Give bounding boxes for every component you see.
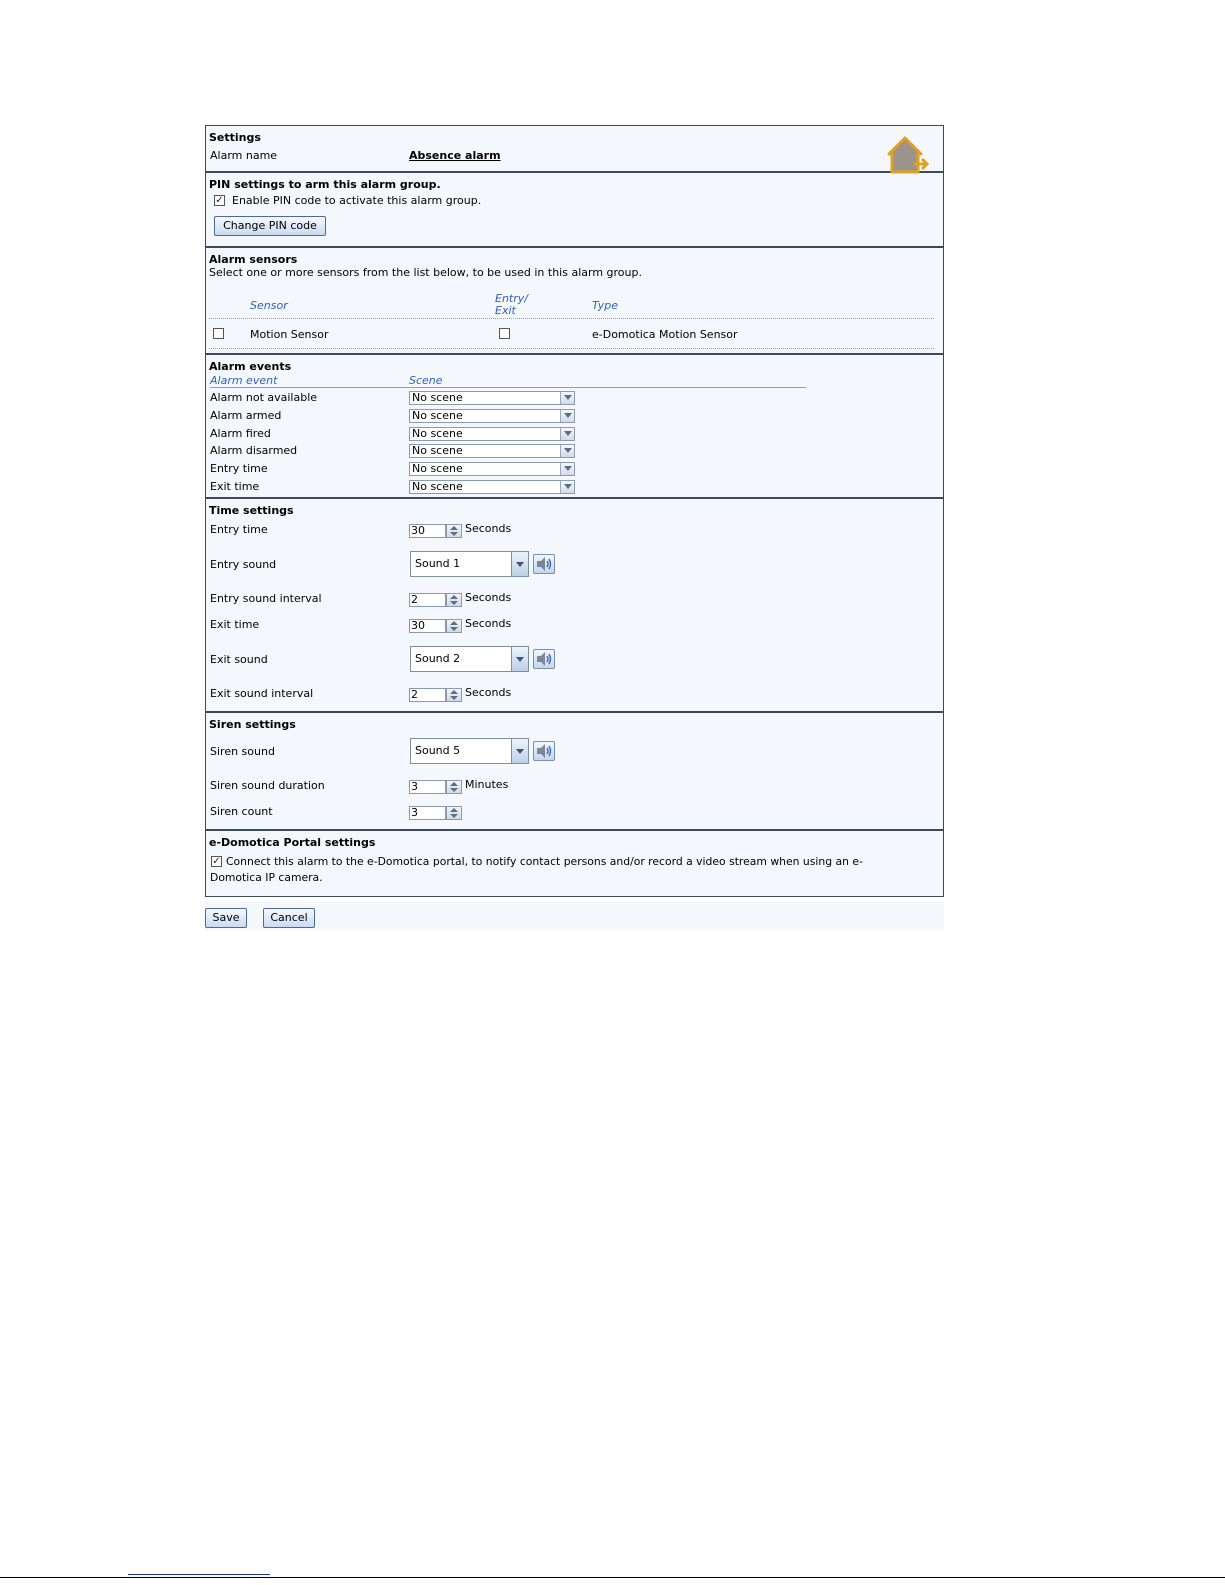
play-siren-sound-button[interactable] bbox=[533, 741, 555, 761]
sensor-column-header: Sensor bbox=[250, 299, 288, 312]
exit-time-stepper[interactable] bbox=[409, 619, 462, 633]
siren-sound-value: Sound 5 bbox=[415, 744, 461, 757]
exit-sound-interval-label: Exit sound interval bbox=[210, 687, 314, 700]
speaker-icon bbox=[534, 742, 554, 760]
arrow-up-icon bbox=[450, 595, 458, 599]
entry-sound-label: Entry sound bbox=[210, 558, 277, 571]
speaker-icon bbox=[534, 650, 554, 668]
scene-select[interactable] bbox=[409, 409, 575, 423]
exit-sound-value: Sound 2 bbox=[415, 652, 461, 665]
scene-select-value: No scene bbox=[412, 444, 463, 457]
change-pin-button[interactable]: Change PIN code bbox=[214, 216, 326, 236]
siren-settings-title: Siren settings bbox=[209, 718, 296, 731]
arrow-down-icon bbox=[450, 627, 458, 631]
arrow-down-icon bbox=[450, 532, 458, 536]
alarm-sensors-description: Select one or more sensors from the list below, to be used in this alarm group. bbox=[209, 266, 642, 279]
entry-exit-checkbox[interactable] bbox=[499, 328, 510, 339]
entry-time-stepper[interactable] bbox=[409, 524, 462, 538]
alarm-sensors-title: Alarm sensors bbox=[209, 253, 298, 266]
chevron-down-icon bbox=[560, 445, 574, 457]
exit-time-input[interactable]: 30 bbox=[409, 619, 446, 633]
stepper-buttons[interactable] bbox=[446, 524, 462, 538]
cancel-button[interactable]: Cancel bbox=[263, 908, 315, 928]
arrow-up-icon bbox=[450, 808, 458, 812]
alarm-event-column-header: Alarm event bbox=[210, 374, 278, 387]
arrow-down-icon bbox=[450, 696, 458, 700]
event-label: Alarm fired bbox=[210, 427, 271, 440]
chevron-down-icon bbox=[560, 392, 574, 404]
scene-select-value: No scene bbox=[412, 409, 463, 422]
scene-select-value: No scene bbox=[412, 391, 463, 404]
pin-section bbox=[206, 173, 943, 248]
sensor-name: Motion Sensor bbox=[250, 328, 329, 341]
entry-sound-interval-stepper[interactable] bbox=[409, 593, 462, 607]
time-settings-title: Time settings bbox=[209, 504, 294, 517]
action-bar bbox=[205, 901, 944, 930]
event-label: Entry time bbox=[210, 462, 268, 475]
portal-settings-section bbox=[206, 831, 943, 896]
exit-sound-select[interactable] bbox=[410, 646, 529, 672]
exit-sound-label: Exit sound bbox=[210, 653, 268, 666]
arrow-up-icon bbox=[450, 690, 458, 694]
siren-sound-label: Siren sound bbox=[210, 745, 275, 758]
scene-select-value: No scene bbox=[412, 427, 463, 440]
settings-section bbox=[206, 126, 943, 173]
stepper-buttons[interactable] bbox=[446, 688, 462, 702]
stepper-buttons[interactable] bbox=[446, 593, 462, 607]
chevron-down-icon bbox=[511, 739, 528, 763]
entry-time-label: Entry time bbox=[210, 523, 268, 536]
alarm-events-title: Alarm events bbox=[209, 360, 292, 373]
pin-title: PIN settings to arm this alarm group. bbox=[209, 178, 441, 191]
exit-time-label: Exit time bbox=[210, 618, 260, 631]
arrow-up-icon bbox=[450, 782, 458, 786]
scene-column-header: Scene bbox=[409, 374, 443, 387]
event-label: Alarm disarmed bbox=[210, 444, 298, 457]
exit-time-unit: Seconds bbox=[465, 617, 512, 630]
entry-exit-column-header: Entry/ Exit bbox=[495, 292, 528, 317]
sensor-select-checkbox[interactable] bbox=[213, 328, 224, 339]
exit-sound-interval-stepper[interactable] bbox=[409, 688, 462, 702]
arrow-down-icon bbox=[450, 601, 458, 605]
scene-select[interactable] bbox=[409, 391, 575, 405]
chevron-down-icon bbox=[560, 463, 574, 475]
entry-sound-value: Sound 1 bbox=[415, 557, 461, 570]
play-exit-sound-button[interactable] bbox=[533, 649, 555, 669]
exit-sound-interval-unit: Seconds bbox=[465, 686, 512, 699]
event-label: Exit time bbox=[210, 480, 260, 493]
enable-pin-label: Enable PIN code to activate this alarm group. bbox=[232, 194, 482, 207]
sensor-header-divider bbox=[209, 318, 934, 319]
footer-divider bbox=[0, 1577, 1225, 1578]
scene-select[interactable] bbox=[409, 444, 575, 458]
scene-select-value: No scene bbox=[412, 480, 463, 493]
settings-title: Settings bbox=[209, 131, 261, 144]
play-entry-sound-button[interactable] bbox=[533, 554, 555, 574]
house-exit-icon bbox=[885, 134, 929, 176]
portal-connect-label: Connect this alarm to the e-Domotica portal, to notify contact persons and/or record a video stream when using an e- bbox=[226, 855, 863, 868]
siren-duration-unit: Minutes bbox=[465, 778, 509, 791]
siren-sound-select[interactable] bbox=[410, 738, 529, 764]
chevron-down-icon bbox=[560, 481, 574, 493]
alarm-settings-panel bbox=[205, 125, 944, 897]
chevron-down-icon bbox=[511, 552, 528, 576]
scene-select[interactable] bbox=[409, 462, 575, 476]
portal-settings-title: e-Domotica Portal settings bbox=[209, 836, 376, 849]
alarm-name-label: Alarm name bbox=[210, 149, 278, 162]
entry-sound-interval-unit: Seconds bbox=[465, 591, 512, 604]
portal-connect-checkbox[interactable]: ✓ bbox=[212, 856, 221, 867]
entry-time-unit: Seconds bbox=[465, 522, 512, 535]
alarm-name-link[interactable]: Absence alarm bbox=[409, 149, 501, 162]
arrow-up-icon bbox=[450, 621, 458, 625]
exit-sound-interval-input[interactable]: 2 bbox=[409, 688, 446, 702]
scene-select[interactable] bbox=[409, 427, 575, 441]
siren-duration-stepper[interactable] bbox=[409, 780, 462, 794]
scene-select[interactable] bbox=[409, 480, 575, 494]
save-button[interactable]: Save bbox=[205, 908, 247, 928]
entry-time-input[interactable]: 30 bbox=[409, 524, 446, 538]
siren-count-stepper[interactable] bbox=[409, 806, 462, 820]
stepper-buttons[interactable] bbox=[446, 806, 462, 820]
alarm-events-section bbox=[206, 355, 943, 499]
scene-select-value: No scene bbox=[412, 462, 463, 475]
entry-sound-interval-input[interactable]: 2 bbox=[409, 593, 446, 607]
type-column-header: Type bbox=[592, 299, 619, 312]
sensor-row-divider bbox=[209, 348, 934, 349]
chevron-down-icon bbox=[511, 647, 528, 671]
arrow-down-icon bbox=[450, 814, 458, 818]
speaker-icon bbox=[534, 555, 554, 573]
siren-duration-input[interactable]: 3 bbox=[409, 780, 446, 794]
chevron-down-icon bbox=[560, 410, 574, 422]
stepper-buttons[interactable] bbox=[446, 619, 462, 633]
siren-duration-label: Siren sound duration bbox=[210, 779, 325, 792]
entry-sound-select[interactable] bbox=[410, 551, 529, 577]
sensor-type: e-Domotica Motion Sensor bbox=[592, 328, 738, 341]
siren-count-label: Siren count bbox=[210, 805, 273, 818]
enable-pin-checkbox[interactable]: ✓ bbox=[215, 195, 224, 206]
arrow-down-icon bbox=[450, 788, 458, 792]
siren-settings-section bbox=[206, 713, 943, 831]
siren-count-input[interactable]: 3 bbox=[409, 806, 446, 820]
stepper-buttons[interactable] bbox=[446, 780, 462, 794]
events-header-divider bbox=[210, 387, 806, 388]
chevron-down-icon bbox=[560, 428, 574, 440]
entry-sound-interval-label: Entry sound interval bbox=[210, 592, 322, 605]
time-settings-section bbox=[206, 499, 943, 713]
portal-connect-label-continued: Domotica IP camera. bbox=[210, 871, 323, 884]
event-label: Alarm armed bbox=[210, 409, 282, 422]
alarm-sensors-section bbox=[206, 248, 943, 355]
footnote-link-rule bbox=[128, 1574, 270, 1575]
event-label: Alarm not available bbox=[210, 391, 318, 404]
arrow-up-icon bbox=[450, 526, 458, 530]
